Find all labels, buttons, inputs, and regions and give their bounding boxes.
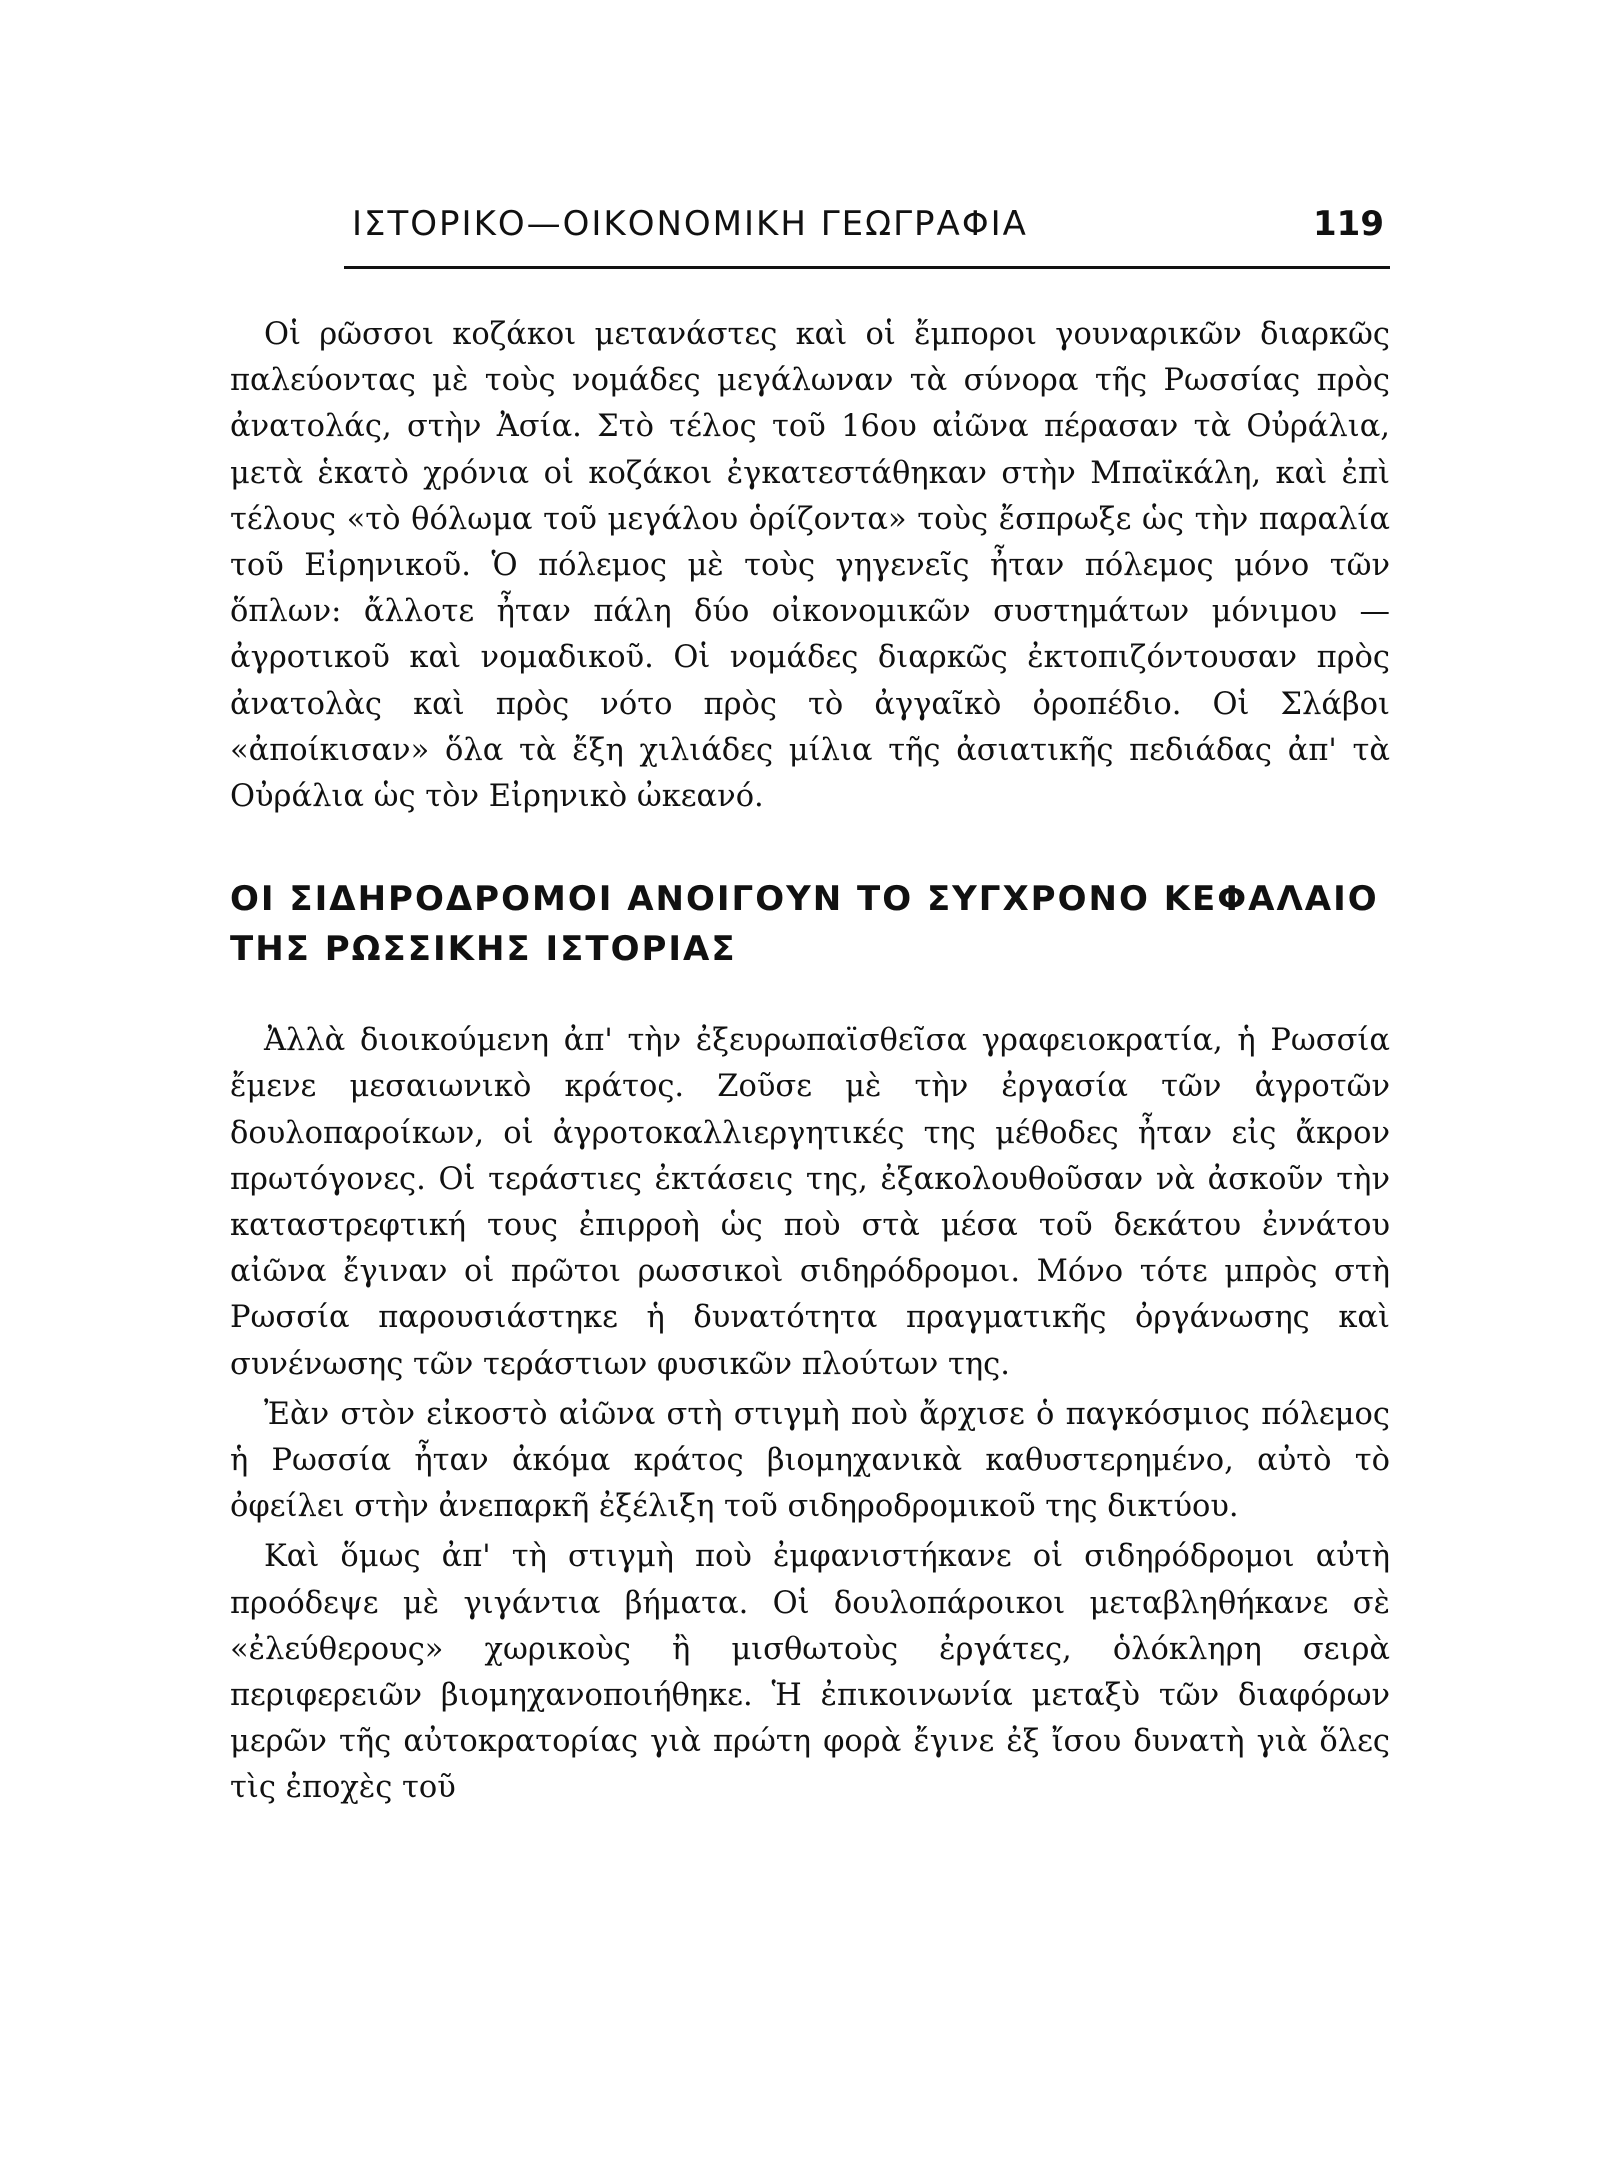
paragraph: Καὶ ὅμως ἀπ' τὴ στιγμὴ ποὺ ἐμφανιστήκανε οἱ σιδηρόδρομοι αὐτὴ προόδεψε μὲ γιγάντια βήματα. Οἱ δουλοπάροικοι μεταβληθήκανε σὲ «ἐλεύθερους» χωρικοὺς ἢ μισθωτοὺς ἐργάτες, ὁλόκληρη σειρὰ περιφερειῶν βιομηχανοποιήθηκε. Ἡ ἐπικοινωνία μεταξὺ τῶν διαφόρων μερῶν τῆς αὐτοκρατορίας γιὰ πρώτη φορὰ ἔγινε ἐξ ἴσου δυνατὴ γιὰ ὅλες τὶς ἐποχὲς τοῦ (230, 1539, 1390, 1806)
page-number: 119 (1313, 204, 1384, 244)
paragraph: Ἀλλὰ διοικούμενη ἀπ' τὴν ἐξευρωπαϊσθεῖσα γραφειοκρατία, ἡ Ρωσσία ἔμενε μεσαιωνικὸ κράτος. Ζοῦσε μὲ τὴν ἐργασία τῶν ἀγροτῶν δουλοπαροίκων, οἱ ἀγροτοκαλλιεργητικές της μέθοδες ἦταν εἰς ἄκρον πρωτόγονες. Οἱ τεράστιες ἐκτάσεις της, ἐξακολουθοῦσαν νὰ ἀσκοῦν τὴν καταστρεφτική τους ἐπιρροὴ ὡς ποὺ στὰ μέσα τοῦ δεκάτου ἐννάτου αἰῶνα ἔγιναν οἱ πρῶτοι ρωσσικοὶ σιδηρόδρομοι. Μόνο τότε μπρὸς στὴ Ρωσσία παρουσιάστηκε ἡ δυνατότητα πραγματικῆς ὀργάνωσης καὶ συνένωσης τῶν τεράστιων φυσικῶν πλούτων της. (230, 1023, 1390, 1382)
header-rule (344, 266, 1390, 269)
section-heading: ΟΙ ΣΙΔΗΡΟΔΡΟΜΟΙ ΑΝΟΙΓΟΥΝ ΤΟ ΣΥΓΧΡΟΝΟ ΚΕΦΑΛΑΙΟ ΤΗΣ ΡΩΣΣΙΚΗΣ ΙΣΤΟΡΙΑΣ (230, 879, 1379, 970)
body-text (230, 312, 1390, 1812)
paragraph: Ἐὰν στὸν εἰκοστὸ αἰῶνα στὴ στιγμὴ ποὺ ἄρχισε ὁ παγκόσμιος πόλεμος ἡ Ρωσσία ἦταν ἀκόμα κράτος βιομηχανικὰ καθυστερημένο, αὐτὸ τὸ ὀφείλει στὴν ἀνεπαρκῆ ἐξέλιξη τοῦ σιδηροδρομικοῦ της δικτύου. (230, 1396, 1390, 1525)
paragraph: Οἱ ρῶσσοι κοζάκοι μετανάστες καὶ οἱ ἔμποροι γουναρικῶν διαρκῶς παλεύοντας μὲ τοὺς νομάδες μεγάλωναν τὰ σύνορα τῆς Ρωσσίας πρὸς ἀνατολάς, στὴν Ἀσία. Στὸ τέλος τοῦ 16ου αἰῶνα πέρασαν τὰ Οὐράλια, μετὰ ἑκατὸ χρόνια οἱ κοζάκοι ἐγκατεστάθηκαν στὴν Μπαϊκάλη, καὶ ἐπὶ τέλους «τὸ θόλωμα τοῦ μεγάλου ὁρίζοντα» τοὺς ἔσπρωξε ὡς τὴν παραλία τοῦ Εἰρηνικοῦ. Ὁ πόλεμος μὲ τοὺς γηγενεῖς ἦταν πόλεμος μόνο τῶν ὅπλων: ἄλλοτε ἦταν πάλη δύο οἰκονομικῶν συστημάτων μόνιμου — ἀγροτικοῦ καὶ νομαδικοῦ. Οἱ νομάδες διαρκῶς ἐκτοπιζόντουσαν πρὸς ἀνατολὰς καὶ πρὸς νότο πρὸς τὸ ἀγγαῖκὸ ὀροπέδιο. Οἱ Σλάβοι «ἀποίκισαν» ὅλα τὰ ἔξη χιλιάδες μίλια τῆς ἀσιατικῆς πεδιάδας ἀπ' τὰ Οὐράλια ὡς τὸν Εἰρηνικὸ ὠκεανό. (230, 317, 1390, 815)
running-header (352, 196, 1384, 256)
running-title: ΙΣΤΟΡΙΚΟ—ΟΙΚΟΝΟΜΙΚΗ ΓΕΩΓΡΑΦΙΑ (352, 204, 1028, 244)
